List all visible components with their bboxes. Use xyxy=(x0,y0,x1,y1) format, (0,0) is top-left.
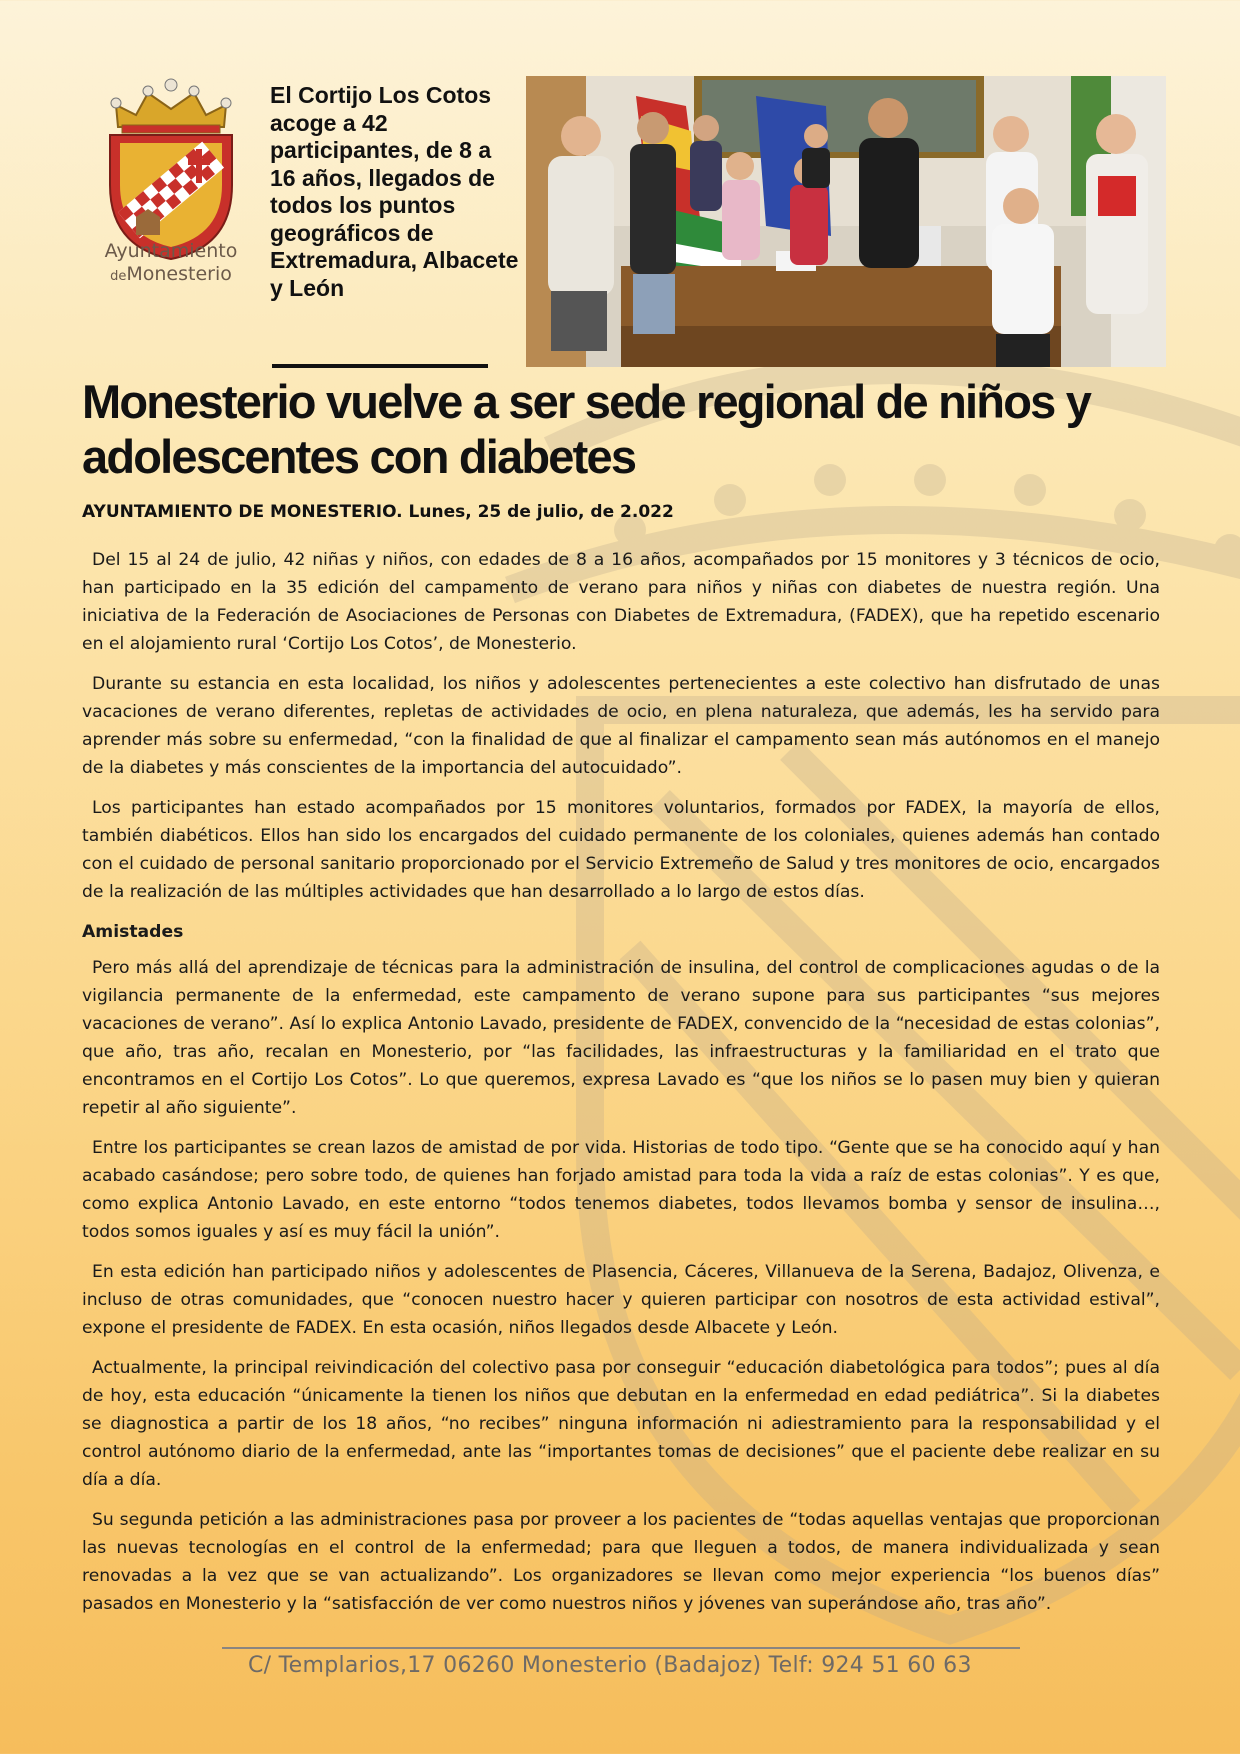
paragraph-5: Entre los participantes se crean lazos de amistad de por vida. Historias de todo tipo. “Gente que se ha conocido aquí y han acabado casándose; pero sobre todo, de quienes han forjado amistad para toda la vida a raíz de estas colonias”. Y es que, como explica Antonio Lavado, en este entorno “todos tenemos diabetes, todos llevamos bomba y sensor de insulina…, todos somos iguales y así es muy fácil la unión”. xyxy=(82,1138,1160,1242)
group-photo xyxy=(526,76,1166,367)
paragraph-1: Del 15 al 24 de julio, 42 niñas y niños, con edades de 8 a 16 años, acompañados por 15 monitores y 3 técnicos de ocio, han participado en la 35 edición del campamento de verano para niños y niñas con diabetes de nuestra región. Una iniciativa de la Federación de Asociaciones de Personas con Diabetes de Extremadura, (FADEX), que ha repetido escenario en el alojamiento rural ‘Cortijo Los Cotos’, de Monesterio. xyxy=(82,550,1160,654)
paragraph-3: Los participantes han estado acompañados por 15 monitores voluntarios, formados por FADEX, la mayoría de ellos, también diabéticos. Ellos han sido los encargados del cuidado permanente de los coloniales, quienes además han contado con el cuidado de personal sanitario proporcionado por el Servicio Extremeño de Salud y tres monitores de ocio, encargados de la realización de las múltiples actividades que han desarrollado a lo largo de estos días. xyxy=(82,798,1160,902)
subheading-amistades: Amistades xyxy=(82,922,184,942)
footer-address: C/ Templarios,17 06260 Monesterio (Badajoz) Telf: 924 51 60 63 xyxy=(248,1653,972,1678)
paragraph-7: Actualmente, la principal reivindicación del colectivo pasa por conseguir “educación diabetológica para todos”; pues al día de hoy, esta educación “únicamente la tienen los niños que debutan en la enfermedad en edad pediátrica”. Si la diabetes se diagnostica a partir de los 18 años, “no recibes” ninguna información ni adiestramiento para la responsabilidad y el control autónomo diario de la enfermedad, ante las “importantes tomas de decisiones” que el paciente debe realizar en su día a día. xyxy=(82,1358,1160,1490)
headline: Monesterio vuelve a ser sede regional de niños y adolescentes con diabetes xyxy=(82,375,1091,483)
paragraph-4: Pero más allá del aprendizaje de técnicas para la administración de insulina, del control de complicaciones agudas o de la vigilancia permanente de la enfermedad, este campamento de verano supone para sus participantes “sus mejores vacaciones de verano”. Así lo explica Antonio Lavado, presidente de FADEX, convencido de la “necesidad de estas colonias”, que año, tras año, recalan en Monesterio, por “las facilidades, las infraestructuras y la familiaridad en el trato que encontramos en el Cortijo Los Cotos”. Lo que queremos, expresa Lavado es “que los niños se lo pasen muy bien y quieran repetir al año siguiente”. xyxy=(82,958,1160,1118)
paragraph-8: Su segunda petición a las administraciones pasa por proveer a los pacientes de “todas aquellas ventajas que proporcionan las nuevas tecnologías en el control de la enfermedad; para que lleguen a todos, de manera individualizada y sean renovadas a la vez que se van actualizando”. Los organizadores se llevan como mejor experiencia “los buenos días” pasados en Monesterio y la “satisfacción de ver como nuestros niños y jóvenes van superándose año, tras año”. xyxy=(82,1510,1160,1614)
logo-text-monesterio: Monesterio xyxy=(126,263,232,285)
logo-text xyxy=(96,240,246,288)
teaser-divider xyxy=(272,364,488,368)
paragraph-6: En esta edición han participado niños y adolescentes de Plasencia, Cáceres, Villanueva de la Serena, Badajoz, Olivenza, e incluso de otras comunidades, que “conocen nuestro hacer y quieren participar con nosotros de esta actividad estival”, expone el presidente de FADEX. En esta ocasión, niños llegados desde Albacete y León. xyxy=(82,1262,1160,1338)
teaser-text: El Cortijo Los Cotos acoge a 42 participantes, de 8 a 16 años, llegados de todos los puntos geográficos de Extremadura, Albacete y León xyxy=(270,82,519,301)
paragraph-2: Durante su estancia en esta localidad, los niños y adolescentes pertenecientes a este colectivo han disfrutado de unas vacaciones de verano diferentes, repletas de actividades de ocio, en plena naturaleza, que además, les ha servido para aprender más sobre su enfermedad, “con la finalidad de que al finalizar el campamento sean más autónomos en el manejo de la diabetes y más conscientes de la importancia del autocuidado”. xyxy=(82,674,1160,778)
article-body xyxy=(82,546,1160,1630)
logo-text-line1: Ayuntamiento xyxy=(104,240,238,262)
logo-text-line2 xyxy=(96,263,246,288)
logo-text-de: de xyxy=(110,269,127,284)
footer-divider xyxy=(222,1647,1020,1649)
byline: AYUNTAMIENTO DE MONESTERIO. Lunes, 25 de julio, de 2.022 xyxy=(82,502,674,522)
